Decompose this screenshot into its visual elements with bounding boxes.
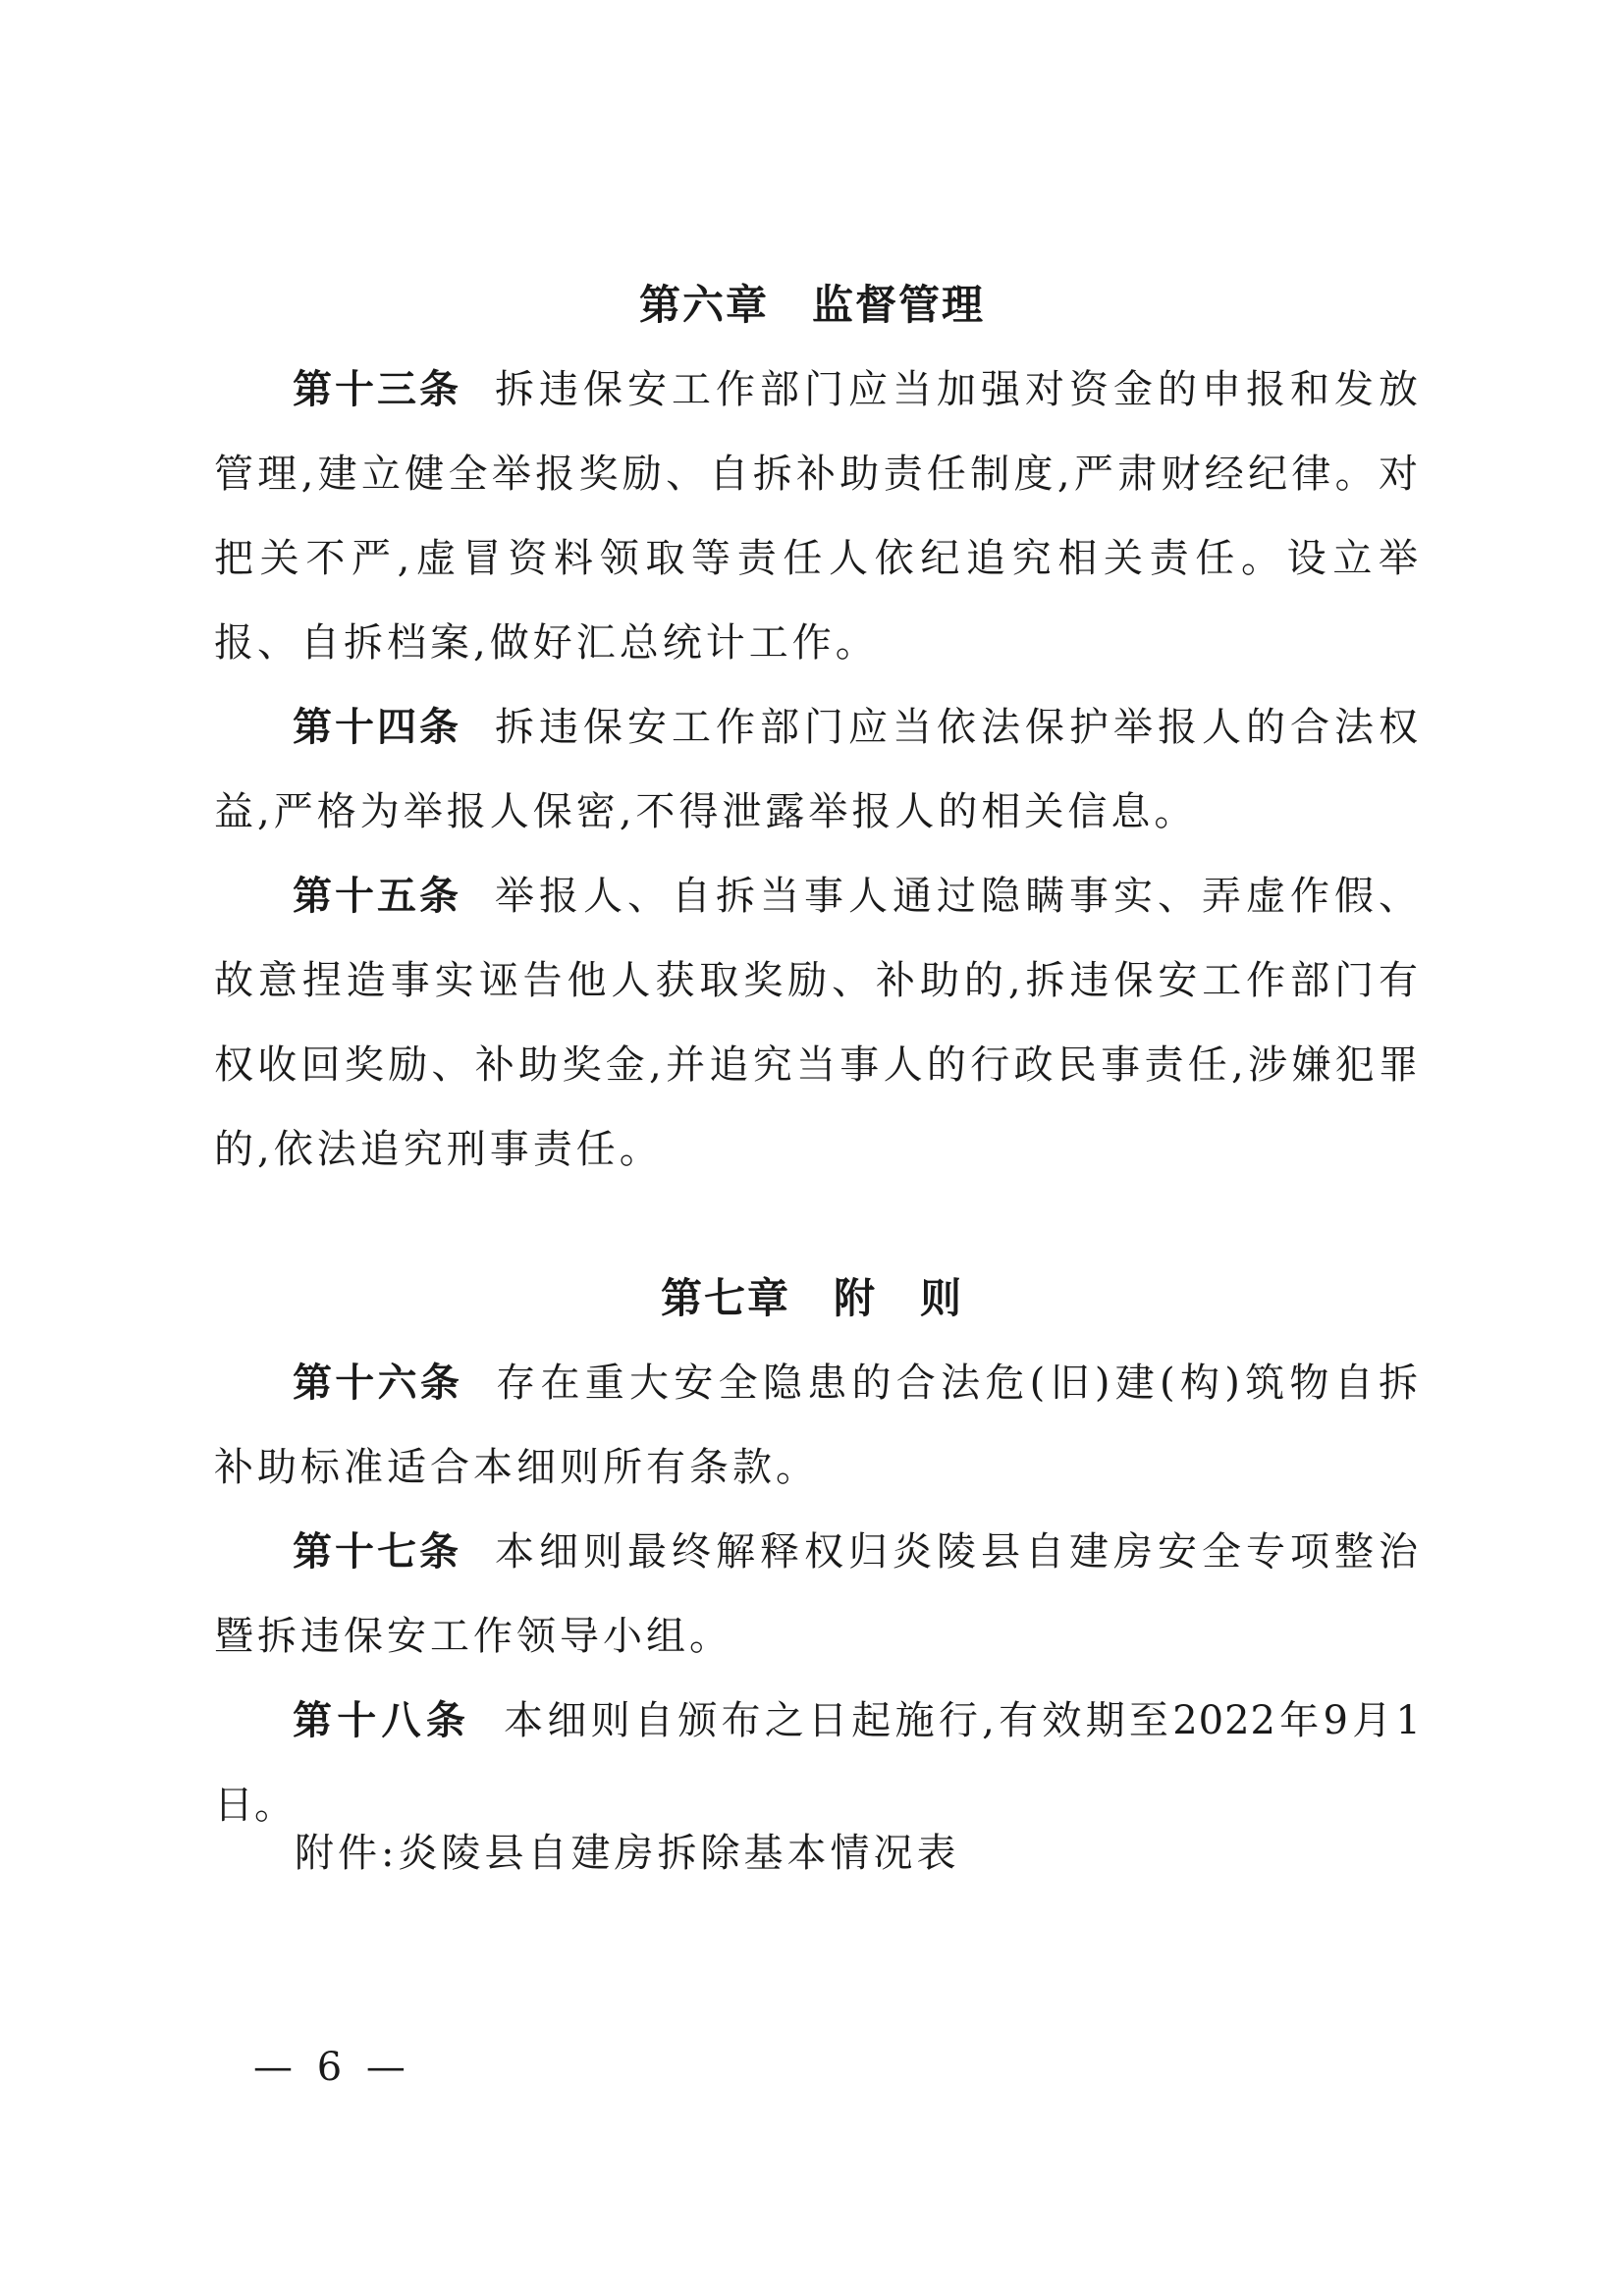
article-15	[214, 854, 1422, 1192]
article-16	[214, 1341, 1422, 1510]
article-13-text: 拆违保安工作部门应当加强对资金的申报和发放管理,建立健全举报奖励、自拆补助责任制度,严肃财经纪律。对把关不严,虚冒资料领取等责任人依纪追究相关责任。设立举报、自拆档案,做好汇总统计工作。	[214, 367, 1422, 666]
article-14-text: 拆违保安工作部门应当依法保护举报人的合法权益,严格为举报人保密,不得泄露举报人的相关信息。	[214, 705, 1422, 834]
article-17	[214, 1510, 1422, 1679]
article-14-label: 第十四条	[293, 705, 461, 750]
article-16-label: 第十六条	[293, 1361, 463, 1406]
article-16-text: 存在重大安全隐患的合法危(旧)建(构)筑物自拆补助标准适合本细则所有条款。	[214, 1361, 1423, 1490]
article-18-text: 本细则自颁布之日起施行,有效期至2022年9月1日。	[214, 1698, 1423, 1828]
article-17-text: 本细则最终解释权归炎陵县自建房安全专项整治暨拆违保安工作领导小组。	[214, 1529, 1422, 1659]
article-13	[214, 347, 1422, 685]
article-17-label: 第十七条	[293, 1529, 461, 1575]
article-18	[214, 1679, 1422, 1847]
article-15-text: 举报人、自拆当事人通过隐瞒事实、弄虚作假、故意捏造事实诬告他人获取奖励、补助的,拆违保安工作部门有权收回奖励、补助奖金,并追究当事人的行政民事责任,涉嫌犯罪的,依法追究刑事责任。	[214, 874, 1422, 1172]
chapter-7-title: 第七章 附 则	[660, 1274, 963, 1322]
attachment-note: 附件:炎陵县自建房拆除基本情况表	[295, 1831, 960, 1876]
page-number: — 6 —	[253, 2045, 411, 2090]
article-15-label: 第十五条	[293, 874, 461, 919]
chapter-6-title: 第六章 监督管理	[638, 281, 985, 329]
article-14	[214, 685, 1422, 854]
article-18-label: 第十八条	[293, 1698, 471, 1743]
article-13-label: 第十三条	[293, 367, 461, 412]
